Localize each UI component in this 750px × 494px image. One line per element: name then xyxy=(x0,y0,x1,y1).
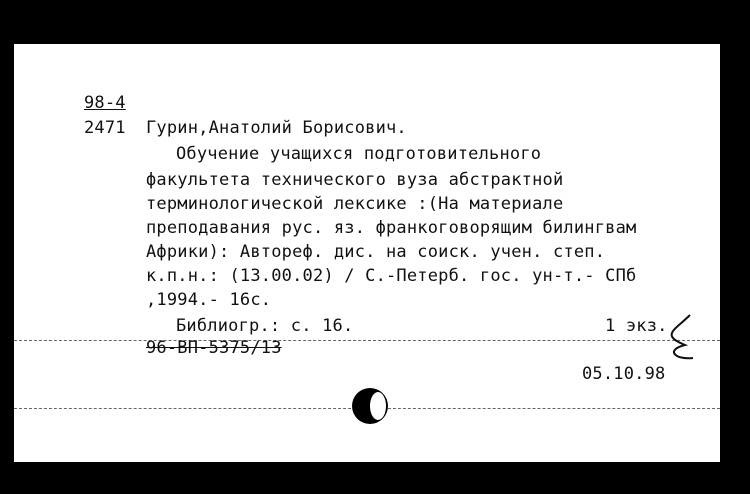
scan-border-right xyxy=(720,0,750,494)
description-line: факультета технического вуза абстрактной xyxy=(146,170,564,190)
description-line: Обучение учащихся подготовительного xyxy=(176,144,542,164)
description-line: терминологической лексике :(На материале xyxy=(146,194,564,214)
ink-stamp-icon xyxy=(352,388,388,424)
copies-count: 1 экз. xyxy=(605,316,668,336)
scan-border-bottom xyxy=(0,462,750,494)
description-line: Африки): Автореф. дис. на соиск. учен. степ. xyxy=(146,242,606,262)
handwritten-mark-icon xyxy=(655,310,695,370)
dashed-rule xyxy=(14,340,720,341)
date-stamp: 05.10.98 xyxy=(582,364,666,384)
call-number: 98-4 xyxy=(84,93,126,113)
scan-border-left xyxy=(0,0,14,494)
description-line: к.п.н.: (13.00.02) / С.-Петерб. гос. ун-т.- СПб xyxy=(146,266,637,286)
author: Гурин,Анатолий Борисович. xyxy=(146,118,407,138)
register-number: 96-ВП-5375/13 xyxy=(146,338,282,358)
description-line: преподавания рус. яз. франкоговорящим билингвам xyxy=(146,218,637,238)
description-line: ,1994.- 16с. xyxy=(146,290,272,310)
bibliography-note: Библиогр.: с. 16. xyxy=(176,316,354,336)
entry-number: 2471 xyxy=(84,118,126,138)
